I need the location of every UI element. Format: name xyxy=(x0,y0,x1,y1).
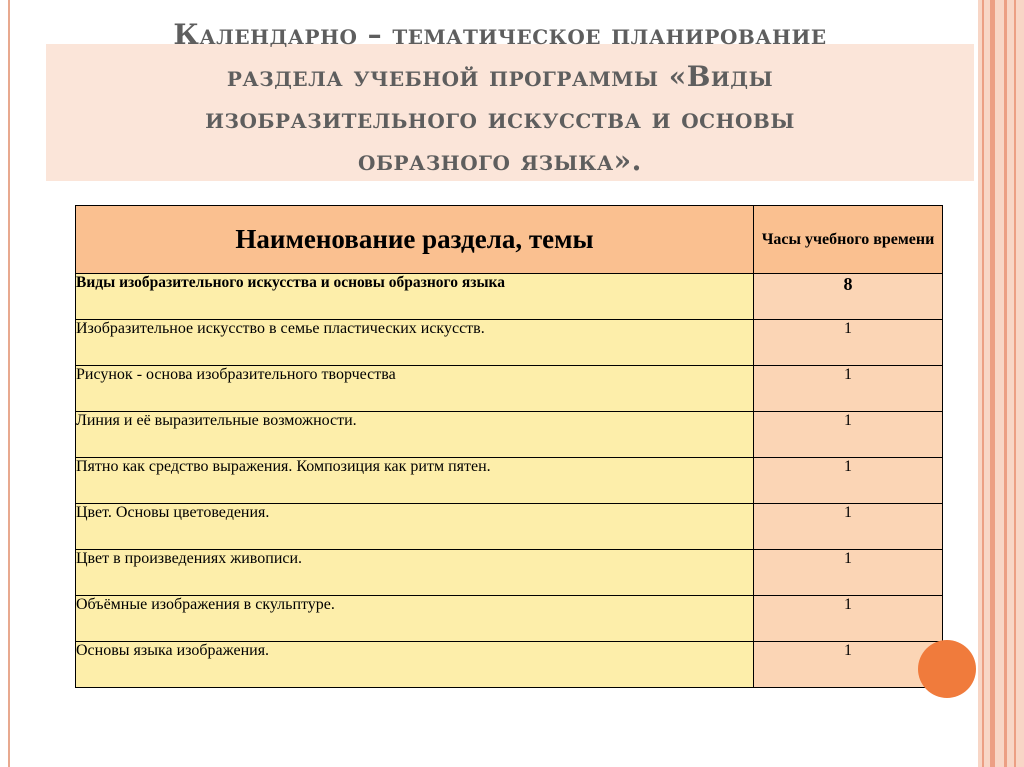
row-name: Линия и её выразительные возможности. xyxy=(76,412,754,458)
slide-title: Календарно – тематическое планирование раздела учебной программы «Виды изобразительного искусства и основы образного языка». xyxy=(173,18,827,177)
row-name: Виды изобразительного искусства и основы образного языка xyxy=(76,274,754,320)
table-row xyxy=(76,320,943,366)
row-name: Объёмные изображения в скульптуре. xyxy=(76,596,754,642)
row-hours: 1 xyxy=(754,642,943,688)
row-name: Изобразительное искусство в семье пластических искусств. xyxy=(76,320,754,366)
row-name: Цвет. Основы цветоведения. xyxy=(76,504,754,550)
table-row xyxy=(76,458,943,504)
table-row xyxy=(76,550,943,596)
row-hours: 1 xyxy=(754,504,943,550)
table-row xyxy=(76,504,943,550)
right-decor-border xyxy=(978,0,1024,767)
row-hours: 1 xyxy=(754,550,943,596)
row-hours: 8 xyxy=(754,274,943,320)
left-decor-line xyxy=(8,0,10,767)
row-hours: 1 xyxy=(754,458,943,504)
header-hours: Часы учебного времени xyxy=(754,206,943,274)
table-row xyxy=(76,642,943,688)
table-row xyxy=(76,412,943,458)
plan-table xyxy=(75,205,943,688)
accent-circle xyxy=(918,640,976,698)
table-header-row xyxy=(76,206,943,274)
row-name: Цвет в произведениях живописи. xyxy=(76,550,754,596)
row-hours: 1 xyxy=(754,366,943,412)
row-hours: 1 xyxy=(754,596,943,642)
table-row xyxy=(76,596,943,642)
row-hours: 1 xyxy=(754,320,943,366)
table-row xyxy=(76,366,943,412)
row-name: Рисунок - основа изобразительного творчества xyxy=(76,366,754,412)
row-name: Основы языка изображения. xyxy=(76,642,754,688)
header-name: Наименование раздела, темы xyxy=(76,206,754,274)
row-hours: 1 xyxy=(754,412,943,458)
table-row xyxy=(76,274,943,320)
row-name: Пятно как средство выражения. Композиция как ритм пятен. xyxy=(76,458,754,504)
